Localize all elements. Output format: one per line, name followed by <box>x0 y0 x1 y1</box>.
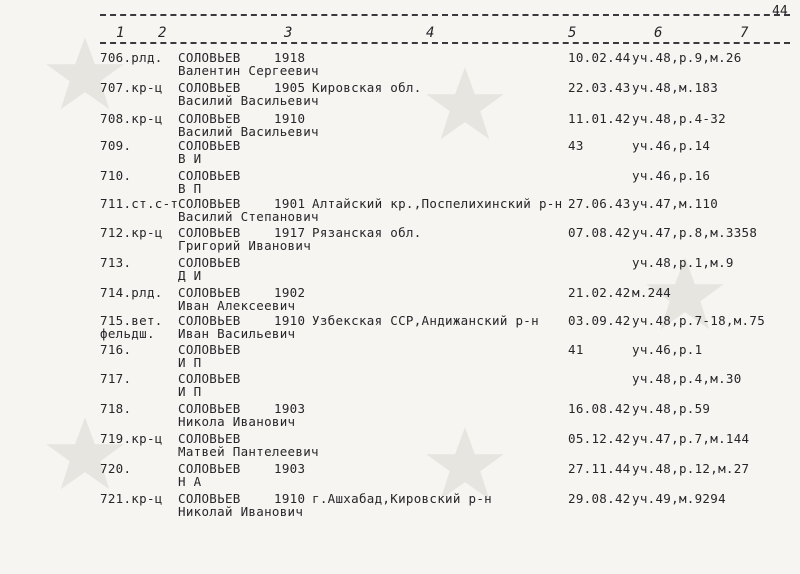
record-burial-location: уч.47,м.110 <box>632 196 719 211</box>
record-surname: СОЛОВЬЕВ <box>178 401 241 416</box>
record-surname: СОЛОВЬЕВ <box>178 111 241 126</box>
record-date: 43 <box>568 138 584 153</box>
record-given-names: Никола Иванович <box>178 414 296 429</box>
record-burial-location: уч.47,р.7,м.144 <box>632 431 750 446</box>
record-burial-location: уч.47,р.8,м.3358 <box>632 225 758 240</box>
record-date: 29.08.42 <box>568 491 631 506</box>
record-date: 27.06.43 <box>568 196 631 211</box>
record-rank-cont: фельдш. <box>100 326 155 341</box>
record-surname: СОЛОВЬЕВ <box>178 431 241 446</box>
record-birth-year: 1910 <box>274 491 306 506</box>
record-number: 710. <box>100 168 132 183</box>
record-birth-year: 1910 <box>274 313 306 328</box>
record-given-names: В И <box>178 151 202 166</box>
record-burial-location: уч.48,р.4-32 <box>632 111 726 126</box>
record-given-names: И П <box>178 384 202 399</box>
record-number: 719.кр-ц <box>100 431 163 446</box>
header-col-5: 5 <box>568 25 577 41</box>
record-birth-year: 1917 <box>274 225 306 240</box>
header-top-rule <box>100 14 790 16</box>
record-birth-year: 1918 <box>274 50 306 65</box>
record-number: 716. <box>100 342 132 357</box>
record-burial-location: уч.48,р.12,м.27 <box>632 461 750 476</box>
table-row <box>0 491 800 535</box>
record-birth-year: 1903 <box>274 401 306 416</box>
record-given-names: Николай Иванович <box>178 504 304 519</box>
record-burial-location: уч.48,р.59 <box>632 401 711 416</box>
record-surname: СОЛОВЬЕВ <box>178 50 241 65</box>
record-given-names: Василий Степанович <box>178 209 319 224</box>
record-birthplace: г.Ашхабад,Кировский р-н <box>312 491 492 506</box>
record-birthplace: Кировская обл. <box>312 80 422 95</box>
record-number: 713. <box>100 255 132 270</box>
header-col-3: 3 <box>284 25 293 41</box>
record-number: 712.кр-ц <box>100 225 163 240</box>
header-bottom-rule <box>100 42 790 44</box>
record-date: 07.08.42 <box>568 225 631 240</box>
record-number: 707.кр-ц <box>100 80 163 95</box>
record-given-names: Д И <box>178 268 202 283</box>
record-birthplace: Узбекская ССР,Андижанский р-н <box>312 313 539 328</box>
record-burial-location: уч.46,р.14 <box>632 138 711 153</box>
record-number: 711.ст.с-т <box>100 196 179 211</box>
record-number: 718. <box>100 401 132 416</box>
record-date: 27.11.44 <box>568 461 631 476</box>
record-birth-year: 1910 <box>274 111 306 126</box>
record-given-names: Василий Васильевич <box>178 93 319 108</box>
record-burial-location: уч.48,р.7-18,м.75 <box>632 313 766 328</box>
record-birth-year: 1903 <box>274 461 306 476</box>
record-given-names: Иван Алексеевич <box>178 298 296 313</box>
record-burial-location: м.244 <box>632 285 672 300</box>
record-surname: СОЛОВЬЕВ <box>178 168 241 183</box>
record-surname: СОЛОВЬЕВ <box>178 138 241 153</box>
record-number: 714.рлд. <box>100 285 163 300</box>
record-birthplace: Рязанская обл. <box>312 225 422 240</box>
record-given-names: В П <box>178 181 202 196</box>
header-col-7: 7 <box>740 25 749 41</box>
record-number: 715.вет. <box>100 313 163 328</box>
record-surname: СОЛОВЬЕВ <box>178 255 241 270</box>
record-burial-location: уч.46,р.16 <box>632 168 711 183</box>
record-date: 03.09.42 <box>568 313 631 328</box>
record-surname: СОЛОВЬЕВ <box>178 371 241 386</box>
record-burial-location: уч.48,р.4,м.30 <box>632 371 742 386</box>
record-date: 41 <box>568 342 584 357</box>
record-surname: СОЛОВЬЕВ <box>178 313 241 328</box>
record-given-names: Василий Васильевич <box>178 124 319 139</box>
record-surname: СОЛОВЬЕВ <box>178 196 241 211</box>
record-surname: СОЛОВЬЕВ <box>178 80 241 95</box>
record-given-names: Н А <box>178 474 202 489</box>
record-surname: СОЛОВЬЕВ <box>178 342 241 357</box>
record-surname: СОЛОВЬЕВ <box>178 491 241 506</box>
record-given-names: Матвей Пантелеевич <box>178 444 319 459</box>
record-number: 721.кр-ц <box>100 491 163 506</box>
record-surname: СОЛОВЬЕВ <box>178 285 241 300</box>
header-col-6: 6 <box>654 25 663 41</box>
record-burial-location: уч.48,р.1,м.9 <box>632 255 734 270</box>
record-birth-year: 1902 <box>274 285 306 300</box>
record-birthplace: Алтайский кр.,Поспелихинский р-н <box>312 196 563 211</box>
record-birth-year: 1905 <box>274 80 306 95</box>
record-birth-year: 1901 <box>274 196 306 211</box>
record-given-names: Григорий Иванович <box>178 238 312 253</box>
record-date: 21.02.42 <box>568 285 631 300</box>
record-burial-location: уч.48,р.9,м.26 <box>632 50 742 65</box>
header-col-2: 2 <box>158 25 167 41</box>
record-number: 717. <box>100 371 132 386</box>
record-date: 22.03.43 <box>568 80 631 95</box>
record-burial-location: уч.48,м.183 <box>632 80 719 95</box>
record-date: 16.08.42 <box>568 401 631 416</box>
record-number: 720. <box>100 461 132 476</box>
record-given-names: Иван Васильевич <box>178 326 296 341</box>
record-burial-location: уч.46,р.1 <box>632 342 703 357</box>
header-col-4: 4 <box>426 25 435 41</box>
record-given-names: И П <box>178 355 202 370</box>
header-col-1: 1 <box>116 25 125 41</box>
record-date: 10.02.44 <box>568 50 631 65</box>
record-number: 708.кр-ц <box>100 111 163 126</box>
record-date: 11.01.42 <box>568 111 631 126</box>
page-number: 44 <box>772 4 788 19</box>
record-given-names: Валентин Сергеевич <box>178 63 319 78</box>
record-date: 05.12.42 <box>568 431 631 446</box>
record-burial-location: уч.49,м.9294 <box>632 491 726 506</box>
record-number: 709. <box>100 138 132 153</box>
record-surname: СОЛОВЬЕВ <box>178 461 241 476</box>
record-number: 706.рлд. <box>100 50 163 65</box>
record-surname: СОЛОВЬЕВ <box>178 225 241 240</box>
